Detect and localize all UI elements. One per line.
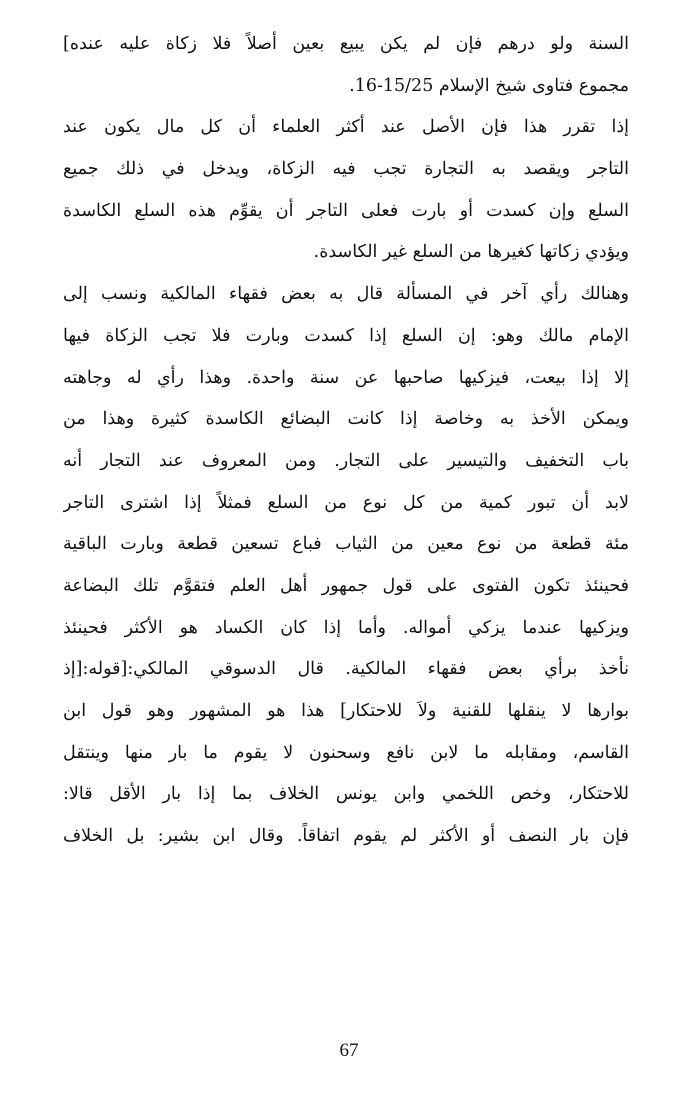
text-line: الإمام مالك وهو: إن السلع إذا كسدت وبارت فلا تجب الزكاة فيها xyxy=(63,325,629,346)
text-line: وهنالك رأي آخر في المسألة قال به بعض فقهاء المالكية ونسب إلى xyxy=(63,284,629,305)
text-line: للاحتكار، وخص اللخمي وابن يونس الخلاف بما إذا بار الأقل قالا: xyxy=(63,784,629,805)
text-line: لابد أن تبور كمية من كل نوع من السلع فمثلاً إذا اشترى التاجر xyxy=(63,492,629,513)
text-line: نأخذ برأي بعض فقهاء المالكية. قال الدسوقي المالكي:[قوله:[إذ xyxy=(63,659,629,680)
text-line: باب التخفيف والتيسير على التجار. ومن المعروف عند التجار أنه xyxy=(63,450,629,471)
text-line: السنة ولو درهم فإن لم يكن يبيع بعين أصلاً فلا زكاة عليه عنده] xyxy=(63,34,629,54)
text-line: مئة قطعة من نوع معين من الثياب فباع تسعين قطعة وبارت الباقية xyxy=(63,534,629,555)
text-line: إلا إذا بيعت، فيزكيها صاحبها عن سنة واحدة. وهذا رأي له وجاهته xyxy=(63,367,629,388)
text-line: فإن بار النصف أو الأكثر لم يقوم اتفاقاً. وقال ابن بشير: بل الخلاف xyxy=(63,826,629,847)
text-line: ويمكن الأخذ به وخاصة إذا كانت البضائع الكاسدة كثيرة وهذا من xyxy=(63,409,629,430)
text-line: ويزكيها عندما يزكي أمواله. وأما إذا كان الكساد هو الأكثر فحينئذ xyxy=(63,617,629,638)
body-text xyxy=(63,24,629,858)
text-line: بوارها لا ينقلها للقنية ولاَ للاحتكار] هذا هو المشهور وهو قول ابن xyxy=(63,701,629,721)
text-line: ويؤدي زكاتها كغيرها من السلع غير الكاسدة. xyxy=(313,242,629,263)
page-number: 67 xyxy=(339,1040,359,1061)
text-line: مجموع فتاوى شيخ الإسلام 15/25-16. xyxy=(349,75,629,96)
text-line: التاجر ويقصد به التجارة تجب فيه الزكاة، ويدخل في ذلك جميع xyxy=(63,159,629,180)
text-line: فحينئذ تكون الفتوى على قول جمهور أهل العلم فتقوَّم تلك البضاعة xyxy=(63,575,629,596)
text-line: السلع وإن كسدت أو بارت فعلى التاجر أن يقوِّم هذه السلع الكاسدة xyxy=(63,200,629,221)
text-line: القاسم، ومقابله ما لابن نافع وسحنون لا يقوم ما بار منها وينتقل xyxy=(63,742,629,763)
text-line: إذا تقرر هذا فإن الأصل عند أكثر العلماء أن كل مال يكون عند xyxy=(63,117,629,138)
